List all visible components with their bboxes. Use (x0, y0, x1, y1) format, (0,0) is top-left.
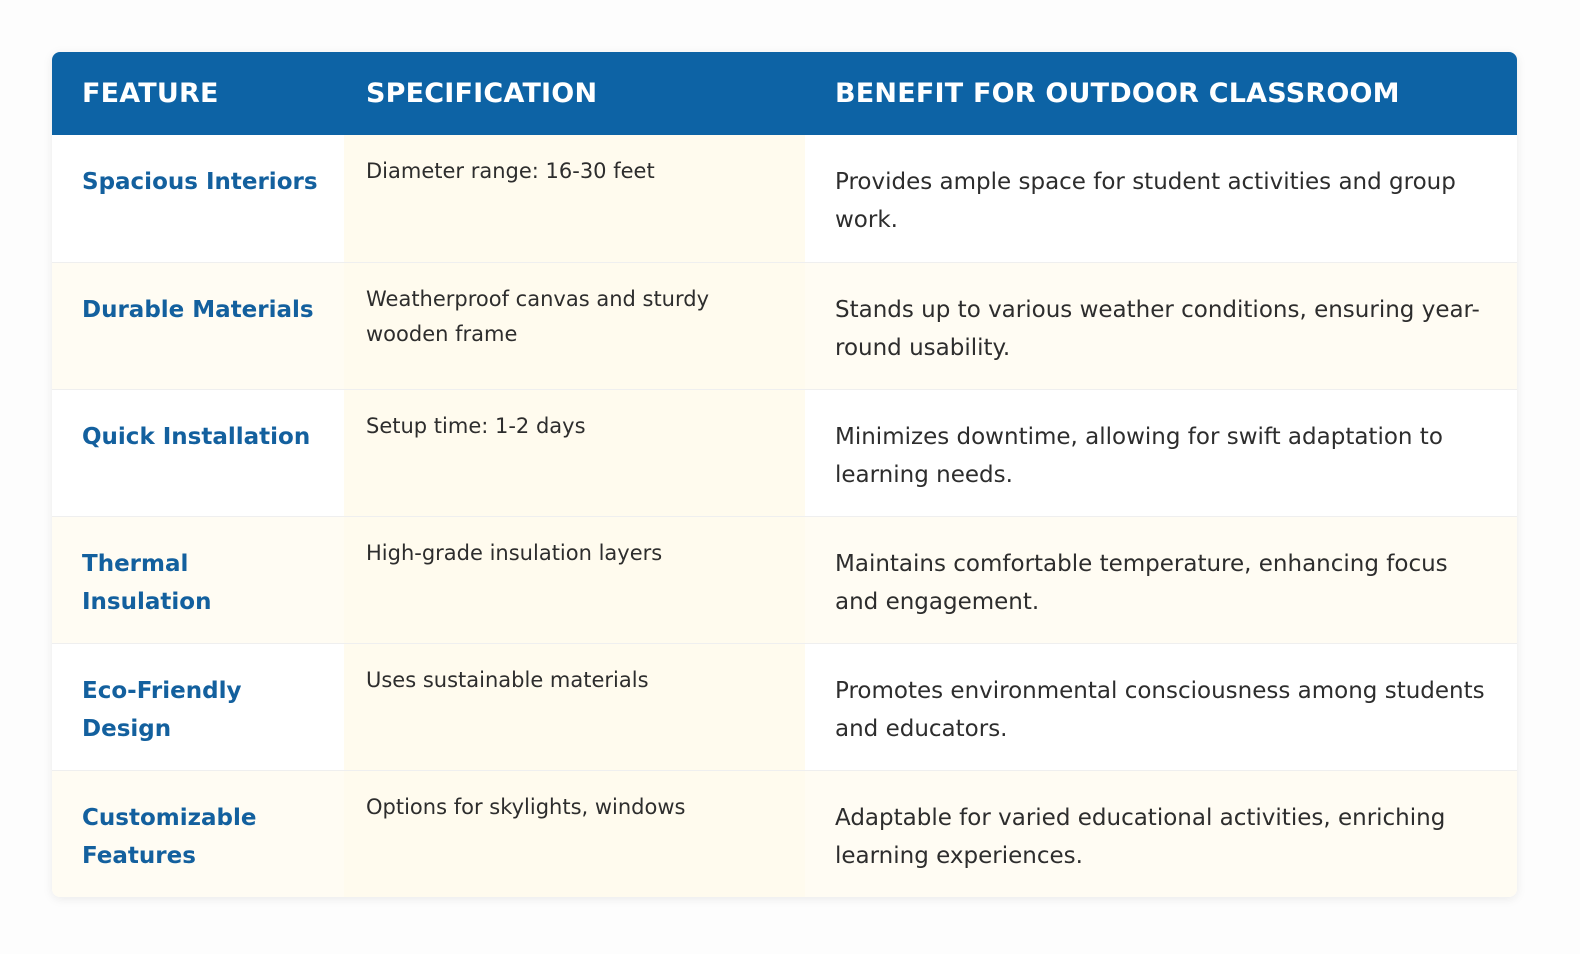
feature-cell: Eco-Friendly Design (82, 677, 242, 742)
header-feature: FEATURE (82, 78, 219, 109)
specification-cell: Weatherproof canvas and sturdy wooden frame (344, 262, 805, 389)
table-row (52, 135, 1517, 262)
feature-cell: Quick Installation (82, 423, 311, 450)
feature-cell: Customizable Features (82, 804, 257, 869)
benefit-cell: Provides ample space for student activities and group work. (835, 169, 1456, 233)
benefit-cell: Adaptable for varied educational activities, enriching learning experiences. (835, 804, 1446, 869)
features-table-card (52, 52, 1517, 897)
feature-cell: Spacious Interiors (82, 169, 318, 195)
benefit-cell: Promotes environmental consciousness among students and educators. (835, 677, 1485, 742)
table-row (52, 770, 1517, 897)
table-body (52, 135, 1517, 897)
feature-cell: Durable Materials (82, 296, 314, 323)
benefit-cell: Minimizes downtime, allowing for swift adaptation to learning needs. (835, 423, 1443, 488)
table-row (52, 389, 1517, 516)
table-row (52, 262, 1517, 389)
benefit-cell: Stands up to various weather conditions, ensuring year-round usability. (835, 296, 1480, 361)
features-table (52, 52, 1517, 897)
specification-cell: Diameter range: 16-30 feet (344, 135, 805, 262)
specification-cell: High-grade insulation layers (344, 516, 805, 643)
header-specification: SPECIFICATION (366, 78, 598, 109)
table-header (52, 52, 1517, 135)
header-row (52, 52, 1517, 135)
header-benefit: BENEFIT FOR OUTDOOR CLASSROOM (835, 78, 1400, 109)
table-row (52, 643, 1517, 770)
specification-cell: Setup time: 1-2 days (344, 389, 805, 516)
feature-cell: Thermal Insulation (82, 550, 212, 615)
specification-cell: Uses sustainable materials (344, 643, 805, 770)
benefit-cell: Maintains comfortable temperature, enhancing focus and engagement. (835, 550, 1448, 615)
specification-cell: Options for skylights, windows (344, 770, 805, 897)
table-row (52, 516, 1517, 643)
